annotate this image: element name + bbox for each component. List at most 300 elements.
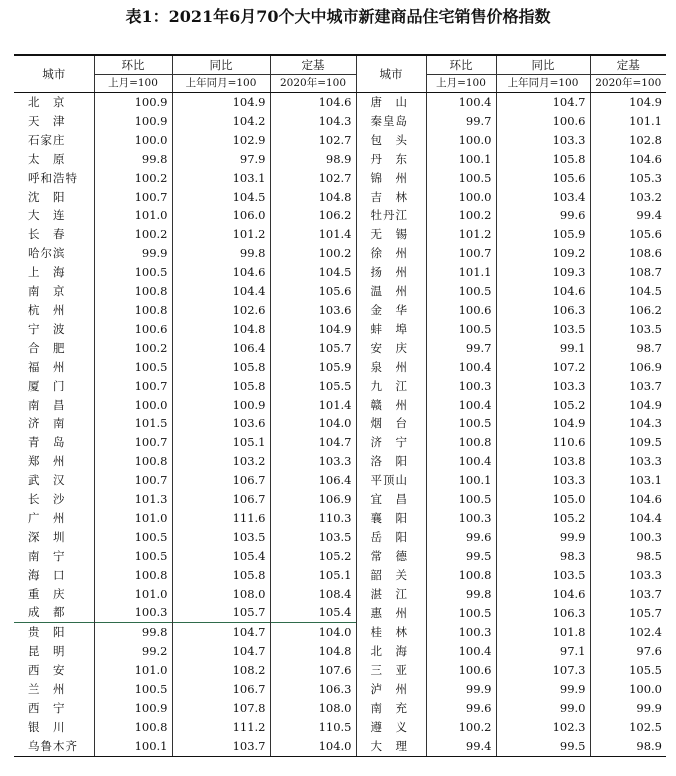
base-value-left: 110.3 bbox=[270, 509, 356, 528]
mom-value-left: 100.7 bbox=[94, 377, 172, 396]
mom-value-left: 100.8 bbox=[94, 718, 172, 737]
table-row bbox=[14, 320, 666, 339]
mom-value-right: 100.3 bbox=[426, 509, 496, 528]
base-value-left: 105.5 bbox=[270, 377, 356, 396]
yoy-value-left: 111.2 bbox=[172, 718, 270, 737]
mom-value-right: 99.7 bbox=[426, 339, 496, 358]
base-value-left: 98.9 bbox=[270, 150, 356, 169]
yoy-value-right: 104.6 bbox=[496, 585, 590, 604]
base-value-right: 102.5 bbox=[590, 718, 666, 737]
city-name-left: 西 安 bbox=[28, 663, 66, 678]
base-value-left: 104.7 bbox=[270, 433, 356, 452]
yoy-value-left: 97.9 bbox=[172, 150, 270, 169]
yoy-value-left: 103.2 bbox=[172, 452, 270, 471]
yoy-value-left: 105.4 bbox=[172, 547, 270, 566]
mom-value-left: 99.8 bbox=[94, 150, 172, 169]
base-value-left: 104.9 bbox=[270, 320, 356, 339]
mom-value-left: 100.9 bbox=[94, 699, 172, 718]
table-row bbox=[14, 112, 666, 131]
yoy-value-left: 106.7 bbox=[172, 680, 270, 699]
city-name-left: 石家庄 bbox=[28, 132, 66, 147]
yoy-value-left: 106.0 bbox=[172, 206, 270, 225]
base-value-left: 104.8 bbox=[270, 642, 356, 661]
price-index-table bbox=[14, 54, 666, 757]
city-name-right: 温 州 bbox=[356, 282, 426, 301]
city-name-right: 桂 林 bbox=[356, 623, 426, 642]
base-value-left: 108.4 bbox=[270, 585, 356, 604]
base-value-right: 104.3 bbox=[590, 414, 666, 433]
city-name-left: 重 庆 bbox=[28, 586, 66, 601]
city-name-right: 襄 阳 bbox=[356, 509, 426, 528]
city-name-left: 上 海 bbox=[28, 265, 66, 280]
city-name-left: 南 宁 bbox=[28, 548, 66, 563]
mom-value-left: 101.0 bbox=[94, 661, 172, 680]
mom-value-right: 100.2 bbox=[426, 206, 496, 225]
mom-value-right: 100.8 bbox=[426, 433, 496, 452]
base-value-left: 110.5 bbox=[270, 718, 356, 737]
city-name-left: 兰 州 bbox=[28, 682, 66, 697]
table-row bbox=[14, 603, 666, 622]
base-value-right: 103.5 bbox=[590, 320, 666, 339]
city-name-right: 赣 州 bbox=[356, 396, 426, 415]
yoy-value-left: 111.6 bbox=[172, 509, 270, 528]
yoy-value-right: 103.3 bbox=[496, 471, 590, 490]
city-name-left: 银 川 bbox=[28, 719, 66, 734]
yoy-value-left: 102.6 bbox=[172, 301, 270, 320]
city-name-right: 九 江 bbox=[356, 377, 426, 396]
city-name-right: 遵 义 bbox=[356, 718, 426, 737]
city-name-left: 宁 波 bbox=[28, 321, 66, 336]
base-value-left: 105.1 bbox=[270, 566, 356, 585]
city-name-left: 哈尔滨 bbox=[28, 246, 66, 261]
mom-value-left: 100.7 bbox=[94, 433, 172, 452]
yoy-subheader-left: 上年同月=100 bbox=[172, 75, 270, 93]
base-value-left: 104.3 bbox=[270, 112, 356, 131]
base-value-right: 104.5 bbox=[590, 282, 666, 301]
city-name-left: 天 津 bbox=[28, 113, 66, 128]
base-value-right: 108.6 bbox=[590, 244, 666, 263]
base-value-right: 103.7 bbox=[590, 585, 666, 604]
city-name-left: 厦 门 bbox=[28, 378, 66, 393]
mom-value-left: 101.0 bbox=[94, 509, 172, 528]
base-value-right: 103.2 bbox=[590, 188, 666, 207]
yoy-value-right: 103.4 bbox=[496, 188, 590, 207]
base-value-left: 100.2 bbox=[270, 244, 356, 263]
city-name-right: 平顶山 bbox=[356, 471, 426, 490]
table-body bbox=[14, 93, 666, 757]
city-name-left: 大 连 bbox=[28, 208, 66, 223]
yoy-value-left: 104.7 bbox=[172, 642, 270, 661]
mom-value-right: 99.9 bbox=[426, 680, 496, 699]
city-name-left: 青 岛 bbox=[28, 435, 66, 450]
city-name-left: 郑 州 bbox=[28, 454, 66, 469]
mom-value-left: 100.7 bbox=[94, 471, 172, 490]
mom-value-right: 100.3 bbox=[426, 623, 496, 642]
base-value-right: 99.9 bbox=[590, 699, 666, 718]
base-value-right: 98.5 bbox=[590, 547, 666, 566]
city-name-left: 呼和浩特 bbox=[28, 170, 78, 185]
mom-value-right: 99.6 bbox=[426, 699, 496, 718]
mom-value-left: 99.9 bbox=[94, 244, 172, 263]
yoy-value-right: 99.1 bbox=[496, 339, 590, 358]
mom-subheader-left: 上月=100 bbox=[94, 75, 172, 93]
mom-value-right: 100.5 bbox=[426, 282, 496, 301]
city-name-right: 烟 台 bbox=[356, 414, 426, 433]
table-row bbox=[14, 623, 666, 642]
mom-value-right: 99.4 bbox=[426, 737, 496, 756]
city-name-right: 惠 州 bbox=[356, 603, 426, 622]
mom-value-left: 99.8 bbox=[94, 623, 172, 642]
mom-value-right: 100.4 bbox=[426, 452, 496, 471]
base-value-right: 106.2 bbox=[590, 301, 666, 320]
city-header-right: 城市 bbox=[356, 55, 426, 93]
city-name-right: 洛 阳 bbox=[356, 452, 426, 471]
table-row bbox=[14, 301, 666, 320]
table-row bbox=[14, 528, 666, 547]
yoy-value-right: 99.9 bbox=[496, 680, 590, 699]
mom-value-right: 100.3 bbox=[426, 377, 496, 396]
table-row bbox=[14, 414, 666, 433]
mom-value-left: 100.2 bbox=[94, 169, 172, 188]
table-row bbox=[14, 433, 666, 452]
mom-value-right: 100.1 bbox=[426, 150, 496, 169]
mom-value-left: 100.8 bbox=[94, 301, 172, 320]
yoy-value-right: 99.0 bbox=[496, 699, 590, 718]
city-name-right: 包 头 bbox=[356, 131, 426, 150]
table-row bbox=[14, 452, 666, 471]
yoy-value-right: 110.6 bbox=[496, 433, 590, 452]
yoy-value-left: 99.8 bbox=[172, 244, 270, 263]
table-row bbox=[14, 358, 666, 377]
yoy-value-left: 100.9 bbox=[172, 396, 270, 415]
mom-value-right: 100.0 bbox=[426, 131, 496, 150]
base-value-right: 98.7 bbox=[590, 339, 666, 358]
yoy-value-left: 103.5 bbox=[172, 528, 270, 547]
table-row bbox=[14, 737, 666, 756]
base-value-left: 104.0 bbox=[270, 414, 356, 433]
table-row bbox=[14, 661, 666, 680]
city-name-left: 昆 明 bbox=[28, 644, 66, 659]
mom-value-right: 100.6 bbox=[426, 301, 496, 320]
yoy-value-left: 108.2 bbox=[172, 661, 270, 680]
mom-value-left: 101.0 bbox=[94, 585, 172, 604]
mom-value-right: 100.6 bbox=[426, 661, 496, 680]
mom-value-left: 100.0 bbox=[94, 131, 172, 150]
yoy-value-right: 107.3 bbox=[496, 661, 590, 680]
yoy-value-right: 105.6 bbox=[496, 169, 590, 188]
city-name-left: 西 宁 bbox=[28, 701, 66, 715]
base-value-right: 102.8 bbox=[590, 131, 666, 150]
yoy-value-right: 99.6 bbox=[496, 206, 590, 225]
mom-value-right: 100.1 bbox=[426, 471, 496, 490]
base-subheader-right: 2020年=100 bbox=[590, 75, 666, 93]
yoy-value-right: 105.9 bbox=[496, 225, 590, 244]
city-name-left: 南 京 bbox=[28, 284, 66, 299]
yoy-value-left: 104.8 bbox=[172, 320, 270, 339]
city-name-right: 湛 江 bbox=[356, 585, 426, 604]
city-name-right: 北 海 bbox=[356, 642, 426, 661]
base-value-right: 101.1 bbox=[590, 112, 666, 131]
base-value-right: 99.4 bbox=[590, 206, 666, 225]
yoy-value-right: 97.1 bbox=[496, 642, 590, 661]
mom-value-left: 100.2 bbox=[94, 225, 172, 244]
city-name-left: 沈 阳 bbox=[28, 189, 66, 204]
base-value-left: 106.2 bbox=[270, 206, 356, 225]
mom-header-left: 环比 bbox=[94, 55, 172, 75]
mom-value-left: 101.0 bbox=[94, 206, 172, 225]
yoy-value-left: 104.2 bbox=[172, 112, 270, 131]
base-value-left: 105.7 bbox=[270, 339, 356, 358]
yoy-value-right: 104.6 bbox=[496, 282, 590, 301]
yoy-value-left: 105.8 bbox=[172, 358, 270, 377]
yoy-value-left: 106.7 bbox=[172, 490, 270, 509]
mom-value-left: 101.5 bbox=[94, 414, 172, 433]
mom-value-left: 100.5 bbox=[94, 680, 172, 699]
city-name-left: 武 汉 bbox=[28, 473, 66, 488]
yoy-value-left: 107.8 bbox=[172, 699, 270, 718]
city-name-left: 杭 州 bbox=[28, 302, 66, 317]
table-row bbox=[14, 93, 666, 112]
city-name-right: 大 理 bbox=[356, 737, 426, 756]
yoy-value-left: 102.9 bbox=[172, 131, 270, 150]
yoy-header-left: 同比 bbox=[172, 55, 270, 75]
base-value-right: 103.7 bbox=[590, 377, 666, 396]
base-value-right: 103.1 bbox=[590, 471, 666, 490]
mom-value-right: 100.2 bbox=[426, 718, 496, 737]
mom-value-right: 101.1 bbox=[426, 263, 496, 282]
city-name-right: 三 亚 bbox=[356, 661, 426, 680]
base-value-right: 104.9 bbox=[590, 93, 666, 112]
base-value-left: 103.3 bbox=[270, 452, 356, 471]
city-name-right: 唐 山 bbox=[356, 93, 426, 112]
base-value-right: 105.6 bbox=[590, 225, 666, 244]
base-value-right: 102.4 bbox=[590, 623, 666, 642]
mom-value-right: 100.8 bbox=[426, 566, 496, 585]
mom-value-right: 100.5 bbox=[426, 320, 496, 339]
city-header-left: 城市 bbox=[14, 55, 94, 93]
city-name-right: 宜 昌 bbox=[356, 490, 426, 509]
table-row bbox=[14, 699, 666, 718]
mom-value-right: 100.5 bbox=[426, 414, 496, 433]
yoy-value-right: 105.8 bbox=[496, 150, 590, 169]
yoy-value-left: 103.1 bbox=[172, 169, 270, 188]
yoy-value-right: 99.9 bbox=[496, 528, 590, 547]
table-row bbox=[14, 282, 666, 301]
yoy-value-right: 105.0 bbox=[496, 490, 590, 509]
base-value-left: 108.0 bbox=[270, 699, 356, 718]
yoy-value-left: 106.7 bbox=[172, 471, 270, 490]
base-value-left: 105.6 bbox=[270, 282, 356, 301]
mom-header-right: 环比 bbox=[426, 55, 496, 75]
table-row bbox=[14, 642, 666, 661]
base-value-right: 105.3 bbox=[590, 169, 666, 188]
mom-value-left: 100.8 bbox=[94, 566, 172, 585]
yoy-value-left: 103.7 bbox=[172, 737, 270, 756]
city-name-left: 成 都 bbox=[28, 605, 66, 620]
base-value-right: 100.3 bbox=[590, 528, 666, 547]
city-name-right: 岳 阳 bbox=[356, 528, 426, 547]
yoy-value-left: 108.0 bbox=[172, 585, 270, 604]
city-name-left: 济 南 bbox=[28, 416, 66, 431]
mom-value-left: 100.5 bbox=[94, 358, 172, 377]
yoy-value-left: 105.8 bbox=[172, 566, 270, 585]
base-value-right: 108.7 bbox=[590, 263, 666, 282]
mom-value-right: 99.8 bbox=[426, 585, 496, 604]
city-name-left: 海 口 bbox=[28, 567, 66, 582]
yoy-value-right: 103.8 bbox=[496, 452, 590, 471]
base-value-left: 105.9 bbox=[270, 358, 356, 377]
yoy-value-left: 106.4 bbox=[172, 339, 270, 358]
yoy-value-left: 105.7 bbox=[172, 603, 270, 622]
yoy-value-left: 101.2 bbox=[172, 225, 270, 244]
table-row bbox=[14, 396, 666, 415]
mom-value-left: 101.3 bbox=[94, 490, 172, 509]
mom-value-left: 100.5 bbox=[94, 263, 172, 282]
table-row bbox=[14, 150, 666, 169]
city-name-right: 泸 州 bbox=[356, 680, 426, 699]
mom-value-left: 100.8 bbox=[94, 282, 172, 301]
table-row bbox=[14, 131, 666, 150]
base-value-left: 102.7 bbox=[270, 131, 356, 150]
table-row bbox=[14, 225, 666, 244]
yoy-value-right: 105.2 bbox=[496, 509, 590, 528]
mom-value-left: 100.7 bbox=[94, 188, 172, 207]
mom-value-right: 100.4 bbox=[426, 642, 496, 661]
base-value-right: 105.7 bbox=[590, 603, 666, 622]
city-name-left: 长 沙 bbox=[28, 492, 66, 507]
yoy-value-right: 98.3 bbox=[496, 547, 590, 566]
yoy-value-right: 109.3 bbox=[496, 263, 590, 282]
yoy-value-right: 103.5 bbox=[496, 566, 590, 585]
table-row bbox=[14, 188, 666, 207]
yoy-value-right: 100.6 bbox=[496, 112, 590, 131]
mom-value-left: 100.3 bbox=[94, 603, 172, 622]
yoy-value-right: 109.2 bbox=[496, 244, 590, 263]
yoy-value-left: 103.6 bbox=[172, 414, 270, 433]
city-name-left: 贵 阳 bbox=[14, 623, 94, 642]
base-value-left: 104.0 bbox=[270, 623, 356, 642]
city-name-right: 济 宁 bbox=[356, 433, 426, 452]
base-value-right: 104.9 bbox=[590, 396, 666, 415]
base-value-left: 104.0 bbox=[270, 737, 356, 756]
table-row bbox=[14, 244, 666, 263]
yoy-value-right: 103.5 bbox=[496, 320, 590, 339]
base-value-left: 104.6 bbox=[270, 93, 356, 112]
mom-value-right: 101.2 bbox=[426, 225, 496, 244]
city-name-left: 北 京 bbox=[28, 95, 66, 109]
yoy-value-left: 104.7 bbox=[172, 623, 270, 642]
mom-subheader-right: 上月=100 bbox=[426, 75, 496, 93]
city-name-right: 秦皇岛 bbox=[356, 112, 426, 131]
mom-value-right: 100.5 bbox=[426, 169, 496, 188]
yoy-value-right: 105.2 bbox=[496, 396, 590, 415]
city-name-right: 徐 州 bbox=[356, 244, 426, 263]
base-value-right: 104.6 bbox=[590, 490, 666, 509]
table-row bbox=[14, 339, 666, 358]
mom-value-right: 100.5 bbox=[426, 490, 496, 509]
base-subheader-left: 2020年=100 bbox=[270, 75, 356, 93]
base-value-left: 106.3 bbox=[270, 680, 356, 699]
yoy-value-left: 104.9 bbox=[172, 93, 270, 112]
city-name-left: 长 春 bbox=[28, 227, 66, 242]
base-value-left: 106.9 bbox=[270, 490, 356, 509]
table-row bbox=[14, 547, 666, 566]
mom-value-right: 99.5 bbox=[426, 547, 496, 566]
city-name-left: 南 昌 bbox=[28, 397, 66, 412]
base-value-left: 105.2 bbox=[270, 547, 356, 566]
table-row bbox=[14, 377, 666, 396]
city-name-right: 吉 林 bbox=[356, 188, 426, 207]
mom-value-left: 100.0 bbox=[94, 396, 172, 415]
city-name-left: 合 肥 bbox=[28, 340, 66, 355]
yoy-value-left: 104.6 bbox=[172, 263, 270, 282]
yoy-value-left: 105.1 bbox=[172, 433, 270, 452]
yoy-value-right: 103.3 bbox=[496, 377, 590, 396]
mom-value-left: 99.2 bbox=[94, 642, 172, 661]
table-row bbox=[14, 490, 666, 509]
base-value-left: 102.7 bbox=[270, 169, 356, 188]
mom-value-left: 100.5 bbox=[94, 547, 172, 566]
base-value-left: 104.5 bbox=[270, 263, 356, 282]
yoy-value-left: 104.5 bbox=[172, 188, 270, 207]
mom-value-left: 100.1 bbox=[94, 737, 172, 756]
yoy-value-right: 103.3 bbox=[496, 131, 590, 150]
city-name-right: 常 德 bbox=[356, 547, 426, 566]
mom-value-left: 100.8 bbox=[94, 452, 172, 471]
mom-value-right: 100.4 bbox=[426, 93, 496, 112]
base-value-left: 103.6 bbox=[270, 301, 356, 320]
table-row bbox=[14, 509, 666, 528]
city-name-right: 安 庆 bbox=[356, 339, 426, 358]
mom-value-right: 100.5 bbox=[426, 603, 496, 622]
yoy-value-right: 102.3 bbox=[496, 718, 590, 737]
base-value-right: 97.6 bbox=[590, 642, 666, 661]
city-name-right: 锦 州 bbox=[356, 169, 426, 188]
table-row bbox=[14, 680, 666, 699]
city-name-right: 牡丹江 bbox=[356, 206, 426, 225]
base-value-left: 101.4 bbox=[270, 225, 356, 244]
table-row bbox=[14, 566, 666, 585]
base-value-left: 103.5 bbox=[270, 528, 356, 547]
city-name-right: 南 充 bbox=[356, 699, 426, 718]
city-name-right: 泉 州 bbox=[356, 358, 426, 377]
city-name-left: 太 原 bbox=[28, 151, 66, 166]
city-name-left: 福 州 bbox=[28, 359, 66, 374]
base-value-right: 104.4 bbox=[590, 509, 666, 528]
base-value-left: 101.4 bbox=[270, 396, 356, 415]
base-value-right: 106.9 bbox=[590, 358, 666, 377]
yoy-value-right: 107.2 bbox=[496, 358, 590, 377]
yoy-value-right: 106.3 bbox=[496, 301, 590, 320]
table-row bbox=[14, 585, 666, 604]
yoy-value-right: 104.7 bbox=[496, 93, 590, 112]
mom-value-left: 100.9 bbox=[94, 93, 172, 112]
city-name-left: 乌鲁木齐 bbox=[14, 737, 94, 756]
base-value-left: 106.4 bbox=[270, 471, 356, 490]
table-row bbox=[14, 263, 666, 282]
city-name-right: 韶 关 bbox=[356, 566, 426, 585]
base-value-right: 104.6 bbox=[590, 150, 666, 169]
mom-value-left: 100.5 bbox=[94, 528, 172, 547]
city-name-left: 深 圳 bbox=[28, 529, 66, 544]
yoy-value-left: 105.8 bbox=[172, 377, 270, 396]
yoy-value-right: 106.3 bbox=[496, 603, 590, 622]
yoy-value-right: 104.9 bbox=[496, 414, 590, 433]
city-name-left: 广 州 bbox=[28, 510, 66, 525]
table-row bbox=[14, 206, 666, 225]
base-header-right: 定基 bbox=[590, 55, 666, 75]
mom-value-right: 100.7 bbox=[426, 244, 496, 263]
